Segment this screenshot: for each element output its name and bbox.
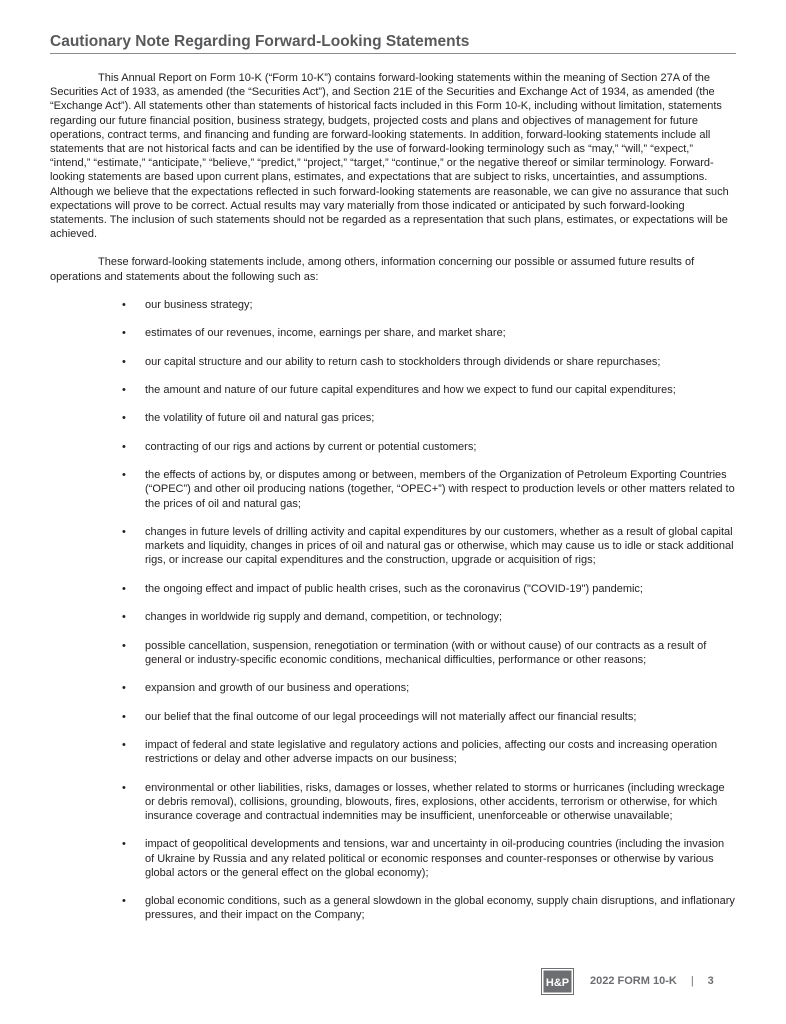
company-logo-icon	[541, 968, 574, 995]
list-intro-paragraph: These forward-looking statements include, among others, information concerning our possible or assumed future results of operations and statements about the following such as:	[50, 256, 695, 283]
document-page	[50, 33, 736, 937]
list-item	[50, 411, 736, 425]
intro-paragraph: This Annual Report on Form 10-K (“Form 10-K”) contains forward-looking statements within the meaning of Section 27A of the Securities Act of 1933, as amended (the “Securities Act”), and Section 21E of the Securities and Exchange Act of 1934, as amended (the “Exchange Act”). All statements other than statements of historical facts included in this Form 10-K, including without limitation, statements regarding our future financial position, business strategy, budgets, projected costs and plans and objectives of management for future operations, contract terms, and financing and funding are forward-looking statements. In addition, forward-looking statements include all statements that are not historical facts and can be identified by the use of forward-looking terminology such as “may,” “will,” “expect,” “intend,” “estimate,” “anticipate,” “believe,” “predict,” “project,” “target,” “continue,” or the negative thereof or similar terminology. Forward-looking statements are based upon current plans, estimates, and expectations that are subject to risks, uncertainties, and assumptions. Although we believe that the expectations reflected in such forward-looking statements are reasonable, we can give no assurance that such expectations will prove to be correct. Actual results may vary materially from those indicated or anticipated by such forward-looking statements. The inclusion of such statements should not be regarded as a representation that such plans, estimates, or expectations will be achieved.	[50, 72, 729, 241]
list-item	[50, 837, 736, 880]
list-item-text: the volatility of future oil and natural gas prices;	[145, 412, 375, 425]
bullet-icon: •	[122, 582, 126, 595]
list-item	[50, 894, 736, 922]
list-item-text: our capital structure and our ability to return cash to stockholders through dividends or share repurchases;	[145, 355, 661, 368]
bullet-icon: •	[122, 384, 126, 397]
list-item-text: estimates of our revenues, income, earnings per share, and market share;	[145, 327, 506, 340]
list-item-text: impact of geopolitical developments and tensions, war and uncertainty in oil-producing countries (including the invasion of Ukraine by Russia and any related political or economic responses and counter-responses or otherwise by various global actors or the general effect on the global economy);	[145, 838, 725, 879]
list-item	[50, 383, 736, 397]
list-item	[50, 738, 736, 766]
list-item	[50, 298, 736, 312]
page-number: 3	[707, 975, 714, 987]
page-footer	[541, 966, 714, 996]
list-item-text: global economic conditions, such as a general slowdown in the global economy, supply chain disruptions, and inflationary pressures, and their impact on the Company;	[145, 895, 735, 922]
list-item	[50, 639, 736, 667]
bullet-icon: •	[122, 525, 126, 538]
list-item-text: changes in future levels of drilling activity and capital expenditures by our customers, whether as a result of global capital markets and liquidity, changes in prices of oil and natural gas or otherwise, which may cause us to idle or stack additional rigs, or increase our capital expenditures and the construction, upgrade or acquisition of rigs;	[145, 525, 734, 567]
list-item	[50, 440, 736, 454]
bullet-icon: •	[122, 710, 126, 723]
list-item-text: contracting of our rigs and actions by current or potential customers;	[145, 440, 477, 453]
forward-looking-list	[50, 298, 736, 923]
list-item	[50, 468, 736, 511]
list-item-text: our belief that the final outcome of our legal proceedings will not materially affect our financial results;	[145, 710, 637, 723]
list-item	[50, 681, 736, 695]
list-item	[50, 355, 736, 369]
bullet-icon: •	[122, 781, 126, 794]
list-item-text: our business strategy;	[145, 298, 253, 311]
bullet-icon: •	[122, 298, 126, 311]
list-item-text: impact of federal and state legislative and regulatory actions and policies, affecting our costs and increasing operation restrictions or delay and other adverse impacts on our business;	[145, 738, 718, 766]
list-item-text: the effects of actions by, or disputes among or between, members of the Organization of Petroleum Exporting Countries (“OPEC”) and other oil producing nations (together, “OPEC+”) with respect to production levels or other matters related to the prices of oil and natural gas;	[145, 469, 735, 510]
bullet-icon: •	[122, 838, 126, 851]
footer-separator: |	[690, 975, 694, 987]
list-item-text: the ongoing effect and impact of public health crises, such as the coronavirus ("COVID-19") pandemic;	[145, 582, 643, 595]
list-item	[50, 582, 736, 596]
list-item	[50, 525, 736, 568]
bullet-icon: •	[122, 440, 126, 453]
list-item-text: possible cancellation, suspension, renegotiation or termination (with or without cause) of our contracts as a result of general or industry-specific economic conditions, mechanical difficulties, performance or other reasons;	[145, 639, 707, 666]
logo-text: H&P	[545, 976, 570, 989]
list-item-text: environmental or other liabilities, risks, damages or losses, whether related to storms or hurricanes (including wreckage or debris removal), collisions, grounding, blowouts, fires, explosions, other accidents, terrorism or otherwise, for which insurance coverage and contractual indemnities may be insufficient, unenforceable or otherwise unavailable;	[145, 781, 725, 822]
bullet-icon: •	[122, 611, 126, 624]
bullet-icon: •	[122, 412, 126, 425]
list-item-text: changes in worldwide rig supply and demand, competition, or technology;	[145, 611, 503, 624]
bullet-icon: •	[122, 895, 126, 908]
bullet-icon: •	[122, 327, 126, 340]
list-item	[50, 781, 736, 824]
bullet-icon: •	[122, 682, 126, 695]
list-item	[50, 326, 736, 340]
bullet-icon: •	[122, 639, 126, 652]
form-label: 2022 FORM 10-K	[590, 975, 677, 987]
list-item-text: the amount and nature of our future capital expenditures and how we expect to fund our capital expenditures;	[145, 384, 676, 397]
bullet-icon: •	[122, 355, 126, 368]
bullet-icon: •	[122, 738, 126, 751]
list-item-text: expansion and growth of our business and operations;	[145, 682, 410, 695]
section-heading: Cautionary Note Regarding Forward-Looking Statements	[50, 33, 736, 54]
bullet-icon: •	[122, 469, 126, 482]
list-item	[50, 610, 736, 624]
list-item	[50, 710, 736, 724]
